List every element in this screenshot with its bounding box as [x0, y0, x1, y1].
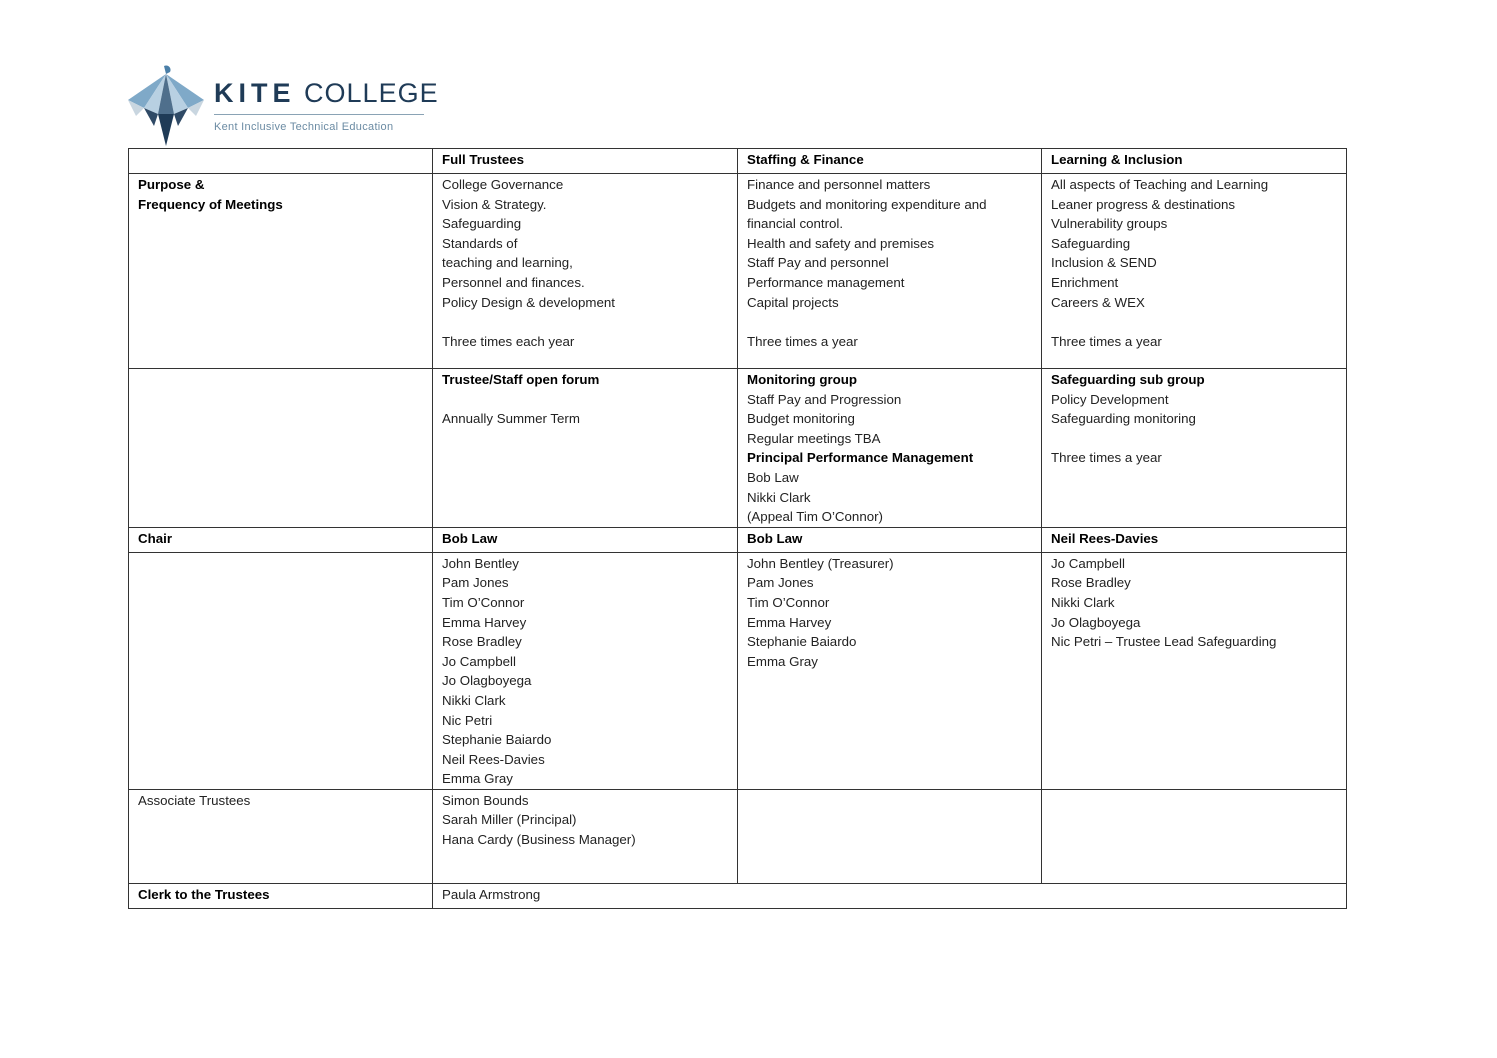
- associate-label: Associate Trustees: [129, 789, 433, 883]
- members-full-trustees-cell: [433, 552, 738, 789]
- associate-row: [129, 789, 1347, 883]
- list-item: Budget monitoring: [747, 411, 855, 427]
- member-name: Nikki Clark: [442, 692, 506, 708]
- member-name: Emma Harvey: [747, 614, 832, 630]
- member-name: John Bentley: [442, 555, 519, 571]
- purpose-full-trustees-cell: [433, 174, 738, 369]
- list-item: Staff Pay and Progression: [747, 391, 902, 407]
- member-name: Pam Jones: [747, 575, 814, 591]
- purpose-label-cell: [129, 174, 433, 369]
- header-row: [129, 149, 1347, 174]
- logo-divider: [214, 114, 424, 115]
- members-staffing-finance-cell: [738, 552, 1042, 789]
- clerk-name: Paula Armstrong: [433, 883, 1347, 908]
- member-name: Sarah Miller (Principal): [442, 812, 577, 828]
- member-name: Jo Campbell: [1051, 555, 1125, 571]
- logo-tagline: Kent Inclusive Technical Education: [214, 121, 394, 133]
- monitoring-group-title: Monitoring group: [747, 372, 858, 387]
- subgroups-row: [129, 369, 1347, 528]
- member-name: Tim O’Connor: [442, 594, 525, 610]
- clerk-row: [129, 883, 1347, 908]
- member-name: Emma Gray: [442, 771, 513, 787]
- list-item: Staff Pay and personnel: [747, 255, 889, 271]
- meeting-frequency: Three times a year: [747, 333, 858, 349]
- kite-college-logo: [126, 62, 439, 150]
- list-item: Inclusion & SEND: [1051, 255, 1157, 271]
- forum-title: Trustee/Staff open forum: [442, 372, 600, 387]
- list-item: Vulnerability groups: [1051, 216, 1168, 232]
- header-cell-blank: [129, 149, 433, 174]
- kite-emblem-icon: [126, 62, 206, 148]
- member-name: Rose Bradley: [442, 634, 522, 650]
- list-item: Careers & WEX: [1051, 294, 1145, 310]
- associate-empty-cell: [1042, 789, 1347, 883]
- forum-cell: [433, 369, 738, 528]
- header-full-trustees: Full Trustees: [433, 149, 738, 174]
- purpose-learning-inclusion-cell: [1042, 174, 1347, 369]
- list-item: Policy Design & development: [442, 294, 615, 310]
- list-item: Personnel and finances.: [442, 274, 585, 290]
- list-item: Finance and personnel matters: [747, 177, 931, 192]
- member-name: Hana Cardy (Business Manager): [442, 832, 636, 848]
- forum-frequency: Annually Summer Term: [442, 411, 580, 427]
- list-item: teaching and learning,: [442, 255, 573, 271]
- meeting-frequency: Three times a year: [1051, 450, 1162, 466]
- member-name: Nikki Clark: [1051, 594, 1115, 610]
- list-item: Safeguarding: [442, 216, 522, 232]
- chair-row: [129, 527, 1347, 552]
- chair-learning-inclusion: Neil Rees-Davies: [1042, 527, 1347, 552]
- member-name: Jo Campbell: [442, 653, 516, 669]
- list-item: Vision & Strategy.: [442, 196, 547, 212]
- associate-names-cell: [433, 789, 738, 883]
- chair-full-trustees: Bob Law: [433, 527, 738, 552]
- list-item: Health and safety and premises: [747, 235, 935, 251]
- monitoring-cell: [738, 369, 1042, 528]
- purpose-staffing-finance-cell: [738, 174, 1042, 369]
- header-learning-inclusion: Learning & Inclusion: [1042, 149, 1347, 174]
- members-row: [129, 552, 1347, 789]
- member-name: Nic Petri: [442, 712, 493, 728]
- list-item: Capital projects: [747, 294, 839, 310]
- member-name: Neil Rees-Davies: [442, 751, 545, 767]
- list-item: Budgets and monitoring expenditure and: [747, 196, 987, 212]
- list-item: (Appeal Tim O’Connor): [747, 509, 883, 525]
- list-item: Nikki Clark: [747, 489, 811, 505]
- meeting-frequency: Three times a year: [1051, 333, 1162, 349]
- list-item: Policy Development: [1051, 391, 1169, 407]
- ppm-title: Principal Performance Management: [747, 450, 974, 466]
- members-label-cell: [129, 552, 433, 789]
- member-name: John Bentley (Treasurer): [747, 555, 894, 571]
- members-learning-inclusion-cell: [1042, 552, 1347, 789]
- clerk-label: Clerk to the Trustees: [129, 883, 433, 908]
- list-item: Regular meetings TBA: [747, 430, 881, 446]
- subgroups-label-cell: [129, 369, 433, 528]
- list-item: Standards of: [442, 235, 518, 251]
- member-name: Tim O’Connor: [747, 594, 830, 610]
- list-item: Bob Law: [747, 469, 799, 485]
- list-item: College Governance: [442, 177, 564, 192]
- safeguarding-cell: [1042, 369, 1347, 528]
- purpose-label: Purpose &: [138, 177, 205, 192]
- list-item: Performance management: [747, 274, 905, 290]
- trustees-committee-table: [128, 148, 1347, 909]
- meeting-frequency: Three times each year: [442, 333, 575, 349]
- chair-staffing-finance: Bob Law: [738, 527, 1042, 552]
- member-name: Stephanie Baiardo: [442, 732, 552, 748]
- logo-brand-light: COLLEGE: [304, 78, 439, 108]
- member-name: Rose Bradley: [1051, 575, 1131, 591]
- associate-empty-cell: [738, 789, 1042, 883]
- safeguarding-subgroup-title: Safeguarding sub group: [1051, 372, 1205, 387]
- list-item: Safeguarding monitoring: [1051, 411, 1196, 427]
- frequency-label: Frequency of Meetings: [138, 196, 283, 212]
- member-name: Emma Gray: [747, 653, 818, 669]
- member-name: Pam Jones: [442, 575, 509, 591]
- chair-label: Chair: [129, 527, 433, 552]
- logo-brand-bold: KITE: [214, 78, 296, 108]
- list-item: financial control.: [747, 216, 844, 232]
- list-item: Enrichment: [1051, 274, 1119, 290]
- member-name: Emma Harvey: [442, 614, 527, 630]
- list-item: Safeguarding: [1051, 235, 1131, 251]
- purpose-row: [129, 174, 1347, 369]
- member-name: Jo Olagboyega: [1051, 614, 1141, 630]
- member-name: Nic Petri – Trustee Lead Safeguarding: [1051, 634, 1277, 650]
- header-staffing-finance: Staffing & Finance: [738, 149, 1042, 174]
- member-name: Stephanie Baiardo: [747, 634, 857, 650]
- member-name: Jo Olagboyega: [442, 673, 532, 689]
- member-name: Simon Bounds: [442, 792, 529, 808]
- list-item: All aspects of Teaching and Learning: [1051, 177, 1269, 192]
- list-item: Leaner progress & destinations: [1051, 196, 1236, 212]
